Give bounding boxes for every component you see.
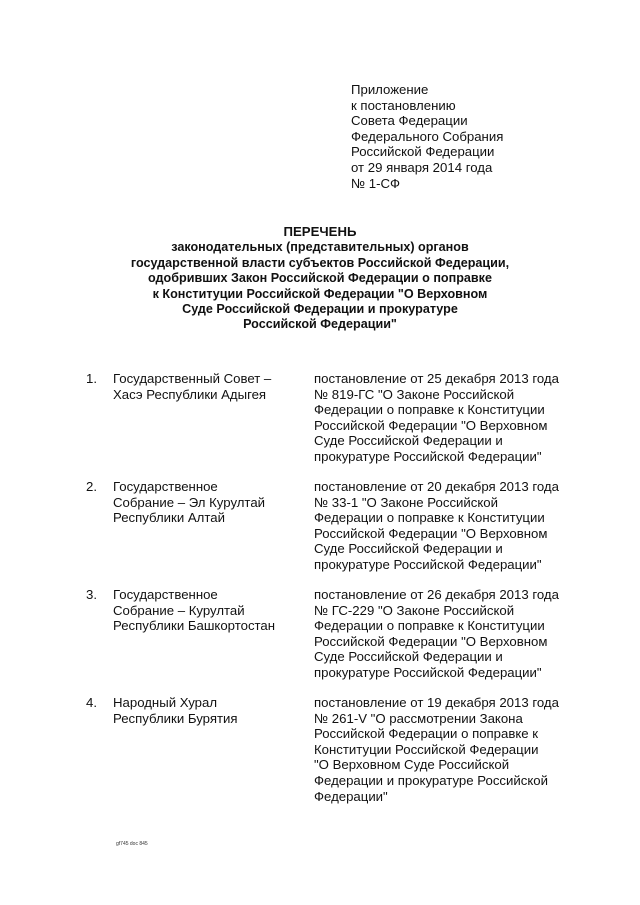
legislative-body (113, 587, 275, 634)
decision-line: Федерации о поправке к Конституции (314, 510, 545, 526)
legislative-body (113, 479, 265, 526)
title-line: к Конституции Российской Федерации "О Верховном (152, 286, 488, 301)
body-line: Государственный Совет – (113, 371, 272, 386)
body-line: Республики Бурятия (113, 710, 238, 726)
decision-line: Российской Федерации "О Верховном (314, 417, 548, 433)
appendix-line: Федерального Собрания (351, 128, 504, 144)
legislative-body (113, 695, 238, 726)
body-line: Народный Хурал (113, 695, 218, 710)
decision-line: прокуратуре Российской Федерации" (314, 556, 542, 572)
decision-line: № 261-V "О рассмотрении Закона (314, 710, 523, 726)
appendix-line: № 1-СФ (351, 175, 401, 191)
decision-line: Федерации о поправке к Конституции (314, 618, 545, 634)
title-line: государственной власти субъектов Российской Федерации, (130, 255, 510, 270)
body-line: Государственное (113, 587, 218, 602)
title-heading: ПЕРЕЧЕНЬ (283, 224, 357, 239)
decision-text (314, 371, 559, 465)
title-line: Российской Федерации" (243, 317, 397, 332)
entry-number: 2. (86, 479, 97, 494)
decision-line: Федерации" (314, 788, 388, 804)
decision-line: "О Верховном Суде Российской (314, 757, 510, 773)
decision-line: Суде Российской Федерации и (314, 541, 503, 557)
decision-line: постановление от 20 декабря 2013 года (314, 479, 559, 494)
decision-line: постановление от 19 декабря 2013 года (314, 695, 559, 710)
decision-line: Суде Российской Федерации и (314, 649, 503, 665)
title-line: Суде Российской Федерации и прокуратуре (182, 302, 458, 317)
body-line: Собрание – Эл Курултай (113, 494, 266, 510)
title-line: одобривших Закон Российской Федерации о поправке (148, 271, 492, 286)
body-line: Республики Башкортостан (113, 618, 276, 634)
decision-text (314, 587, 559, 681)
appendix-line: Приложение (351, 82, 429, 97)
body-line: Собрание – Курултай (113, 602, 245, 618)
decision-line: прокуратуре Российской Федерации" (314, 448, 542, 464)
decision-line: № ГС-229 "О Законе Российской (314, 602, 515, 618)
decision-line: Конституции Российской Федерации (314, 741, 539, 757)
decision-line: Суде Российской Федерации и (314, 433, 503, 449)
decision-text (314, 695, 559, 804)
title-line: законодательных (представительных) органов (171, 240, 469, 255)
appendix-line: Совета Федерации (351, 113, 468, 129)
appendix-line: к постановлению (351, 97, 456, 113)
appendix-line: от 29 января 2014 года (351, 159, 493, 175)
decision-line: прокуратуре Российской Федерации" (314, 664, 542, 680)
decision-line: Российской Федерации "О Верховном (314, 525, 548, 541)
decision-line: Российской Федерации о поправке к (314, 726, 539, 742)
decision-line: Федерации и прокуратуре Российской (314, 772, 548, 788)
appendix-line: Российской Федерации (351, 144, 495, 160)
legislative-body (113, 371, 271, 402)
document-title (100, 224, 540, 333)
body-line: Государственное (113, 479, 218, 494)
body-line: Республики Алтай (113, 510, 225, 526)
decision-text (314, 479, 559, 573)
document-footer-code: gf745 doc 845 (116, 841, 148, 847)
decision-line: № 33-1 "О Законе Российской (314, 494, 498, 510)
decision-line: Федерации о поправке к Конституции (314, 402, 545, 418)
decision-line: Российской Федерации "О Верховном (314, 633, 548, 649)
entry-number: 1. (86, 371, 97, 386)
entry-number: 3. (86, 587, 97, 602)
decision-line: постановление от 25 декабря 2013 года (314, 371, 559, 386)
appendix-note (351, 82, 503, 191)
entry-number: 4. (86, 695, 97, 710)
decision-line: № 819-ГС "О Законе Российской (314, 386, 515, 402)
decision-line: постановление от 26 декабря 2013 года (314, 587, 559, 602)
body-line: Хасэ Республики Адыгея (113, 386, 267, 402)
